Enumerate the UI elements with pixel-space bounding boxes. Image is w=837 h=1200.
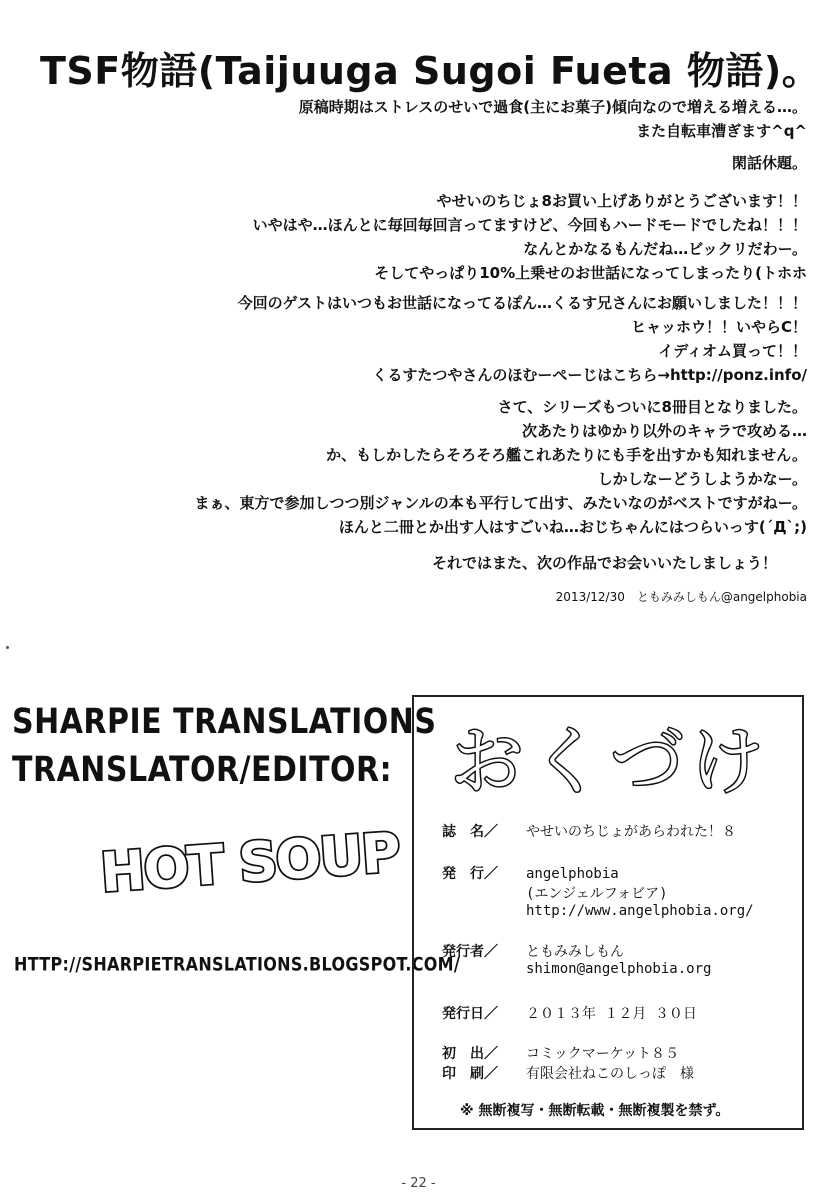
hot-soup-logo-text: HOT SOUP: [98, 820, 401, 905]
afterword-line: なんとかなるもんだね…ビックリだわー。: [523, 240, 807, 258]
page-number: - 22 -: [401, 1176, 436, 1191]
colophon-print-value: 有限会社ねこのしっぽ 様: [526, 1066, 694, 1082]
okuzuke-heading: [444, 715, 774, 805]
colophon-date-label: 発行日／: [442, 1006, 498, 1022]
afterword-line: イディオム買って！！: [658, 342, 807, 360]
afterword-signature: 2013/12/30 ともみみしもん@angelphobia: [555, 590, 807, 604]
colophon-copyright-notice: ※ 無断複写・無断転載・無断複製を禁ず。: [460, 1103, 730, 1119]
translator-role: TRANSLATOR/EDITOR:: [12, 750, 393, 791]
afterword-line: やせいのちじょ8お買い上げありがとうございます！！: [436, 192, 807, 210]
colophon-title-label: 誌 名／: [442, 824, 498, 840]
okuzuke-heading-text: おくづけ: [450, 719, 770, 805]
colophon-print-label: 印 刷／: [442, 1066, 498, 1082]
colophon-first-label: 初 出／: [442, 1046, 498, 1062]
hot-soup-logo: [88, 818, 401, 908]
afterword-line: ほんと二冊とか出す人はすごいね…おじちゃんにはつらいっす(´Д`;): [338, 518, 807, 536]
scan-speck: [6, 646, 9, 649]
colophon-publisher-url[interactable]: http://www.angelphobia.org/: [526, 903, 754, 919]
afterword-line: 原稿時期はストレスのせいで過食(主にお菓子)傾向なので増える増える…。: [298, 98, 807, 116]
afterword-line: か、もしかしたらそろそろ艦これあたりにも手を出すかも知れません。: [326, 446, 807, 464]
afterword-line: いやはや…ほんとに毎回毎回言ってますけど、今回もハードモードでしたね！！！: [252, 216, 807, 234]
afterword-title: TSF物語(Taijuuga Sugoi Fueta 物語)。: [40, 49, 821, 93]
translation-group: SHARPIE TRANSLATIONS: [12, 702, 437, 743]
colophon-publisher-label: 発 行／: [442, 866, 498, 882]
colophon-issuer-row: [442, 941, 712, 977]
afterword-line: さて、シリーズもついに8冊目となりました。: [497, 398, 807, 416]
afterword-line: 今回のゲストはいつもお世話になってるぽん…くるす兄さんにお願いしました！！！: [237, 294, 807, 312]
afterword-line: 次あたりはゆかり以外のキャラで攻める…: [521, 422, 807, 440]
afterword-line: ヒャッホウ！！いやらC！: [630, 318, 807, 336]
colophon-first-row: [442, 1043, 679, 1063]
colophon-box: [412, 695, 804, 1130]
colophon-first-value: コミックマーケット８５: [526, 1046, 680, 1062]
colophon-publisher-value: angelphobia: [526, 866, 619, 882]
translation-blog-url: HTTP://SHARPIETRANSLATIONS.BLOGSPOT.COM/: [14, 953, 461, 975]
afterword-line: 閑話休題。: [731, 154, 807, 172]
colophon-issuer-email[interactable]: shimon@angelphobia.org: [526, 961, 712, 977]
colophon-publisher-row: [442, 863, 754, 919]
colophon-date-row: [442, 1003, 697, 1023]
afterword-line: くるすたつやさんのほむーぺーじはこちら→http://ponz.info/: [372, 366, 807, 384]
afterword-line: また自転車漕ぎます^q^: [636, 122, 807, 140]
colophon-issuer-value: ともみみしもん: [526, 944, 624, 960]
afterword-line: そしてやっぱり10%上乗せのお世話になってしまったり(トホホ: [374, 264, 807, 282]
colophon-print-row: [442, 1063, 694, 1083]
colophon-title-value: やせいのちじょがあらわれた！８: [526, 824, 736, 840]
colophon-title-row: [442, 821, 736, 841]
afterword-line: まぁ、東方で参加しつつ別ジャンルの本も平行して出す、みたいなのがベストですがねー。: [194, 494, 807, 512]
afterword-line: しかしなーどうしようかなー。: [597, 470, 807, 488]
colophon-issuer-label: 発行者／: [442, 944, 498, 960]
afterword-line: それではまた、次の作品でお会いいたしましょう！: [431, 554, 777, 572]
colophon-date-value: ２０１３年 １２月 ３０日: [526, 1006, 697, 1022]
colophon-publisher-kana: (エンジェルフォビア): [526, 886, 668, 902]
